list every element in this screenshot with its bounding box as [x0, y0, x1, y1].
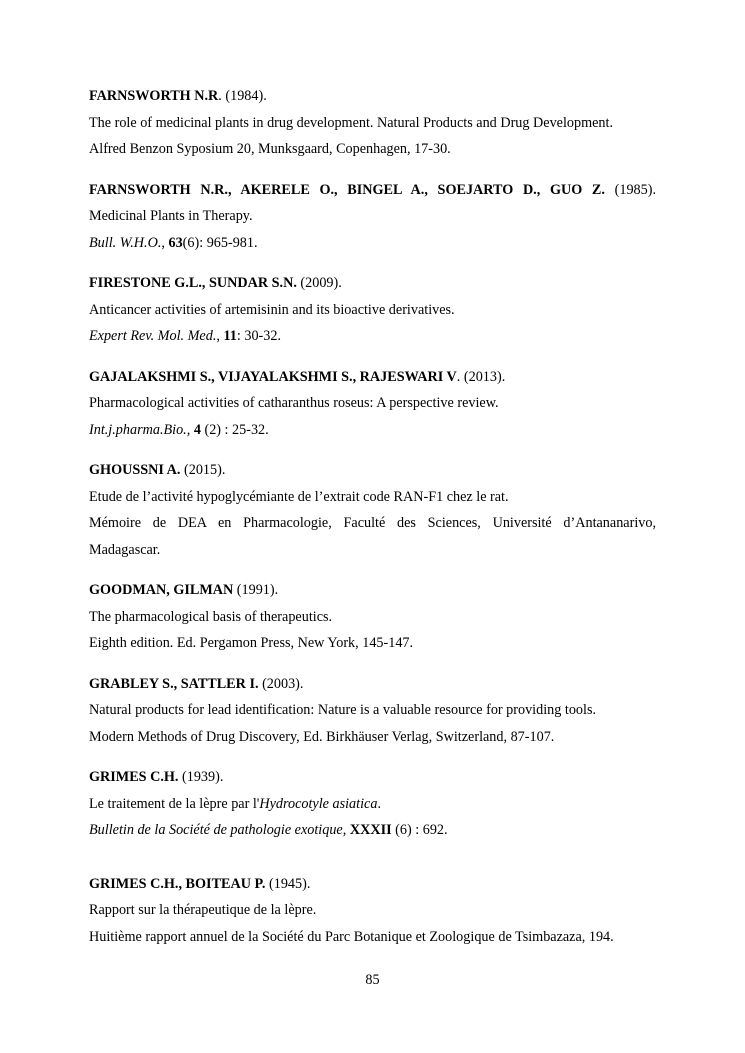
- reference-year: (2009).: [296, 275, 342, 291]
- reference-title-species: Hydrocotyle asiatica: [259, 795, 378, 812]
- reference-header: [89, 671, 656, 698]
- reference-header: [89, 83, 656, 110]
- reference-entry: [89, 457, 656, 563]
- reference-source: Alfred Benzon Syposium 20, Munksgaard, Copenhagen, 17-30.: [89, 141, 451, 157]
- reference-volume: 11: [223, 328, 237, 344]
- reference-volume: XXXII: [349, 822, 392, 838]
- reference-source: [89, 323, 656, 350]
- reference-source: Huitième rapport annuel de la Société du Parc Botanique et Zoologique de Tsimbazaza, 194.: [89, 928, 614, 945]
- reference-authors: GRIMES C.H., BOITEAU P.: [89, 875, 266, 892]
- reference-pages: (2) : 25-32.: [200, 421, 269, 438]
- reference-separator: ,: [342, 822, 350, 838]
- reference-year: (1945).: [265, 875, 311, 892]
- reference-year: (2015).: [180, 462, 226, 478]
- reference-title-suffix: .: [377, 795, 381, 812]
- reference-authors: GHOUSSNI A.: [89, 462, 181, 478]
- reference-header: [89, 457, 656, 484]
- reference-year: (1939).: [178, 769, 224, 785]
- reference-source: Modern Methods of Drug Discovery, Ed. Birkhäuser Verlag, Switzerland, 87-107.: [89, 728, 555, 745]
- reference-volume: 4: [193, 421, 201, 438]
- reference-pages: (6): 965-981.: [182, 234, 258, 251]
- reference-pages: : 30-32.: [236, 328, 282, 344]
- reference-year: . (1984).: [218, 88, 267, 104]
- reference-separator: ,: [216, 328, 224, 344]
- reference-entry: [89, 577, 656, 657]
- reference-header: [89, 364, 656, 391]
- reference-source: [89, 417, 656, 444]
- reference-journal: Bull. W.H.O.: [89, 234, 162, 251]
- reference-entry: [89, 671, 656, 751]
- reference-source-continued: Madagascar.: [89, 541, 161, 558]
- reference-entry: [89, 177, 656, 257]
- reference-authors: FARNSWORTH N.R., AKERELE O., BINGEL A., SOEJARTO D., GUO Z.: [89, 181, 605, 198]
- reference-header: [89, 270, 656, 297]
- reference-volume: 63: [168, 234, 183, 251]
- reference-header: [89, 577, 656, 604]
- reference-authors: FIRESTONE G.L., SUNDAR S.N.: [89, 275, 297, 291]
- reference-year: (2003).: [258, 675, 304, 692]
- reference-title: The pharmacological basis of therapeutics.: [89, 608, 333, 625]
- reference-entry: [89, 83, 656, 163]
- reference-header: [89, 177, 656, 204]
- reference-source: Mémoire de DEA en Pharmacologie, Faculté des Sciences, Université d’Antananarivo,: [89, 515, 656, 531]
- reference-entry: [89, 764, 656, 844]
- reference-authors: GAJALAKSHMI S., VIJAYALAKSHMI S., RAJESWARI V: [89, 368, 457, 385]
- reference-header: [89, 764, 656, 791]
- reference-year: . (2013).: [456, 368, 506, 385]
- reference-title-prefix: Le traitement de la lèpre par l': [89, 795, 260, 812]
- reference-title: The role of medicinal plants in drug development. Natural Products and Drug Development.: [89, 114, 614, 131]
- reference-title: Etude de l’activité hypoglycémiante de l’extrait code RAN-F1 chez le rat.: [89, 488, 509, 505]
- reference-title: [89, 791, 656, 818]
- reference-authors: FARNSWORTH N.R: [89, 88, 219, 104]
- reference-entry: [89, 364, 656, 444]
- reference-pages: (6) : 692.: [391, 822, 448, 838]
- reference-title: Pharmacological activities of catharanthus roseus: A perspective review.: [89, 395, 499, 411]
- reference-header: [89, 871, 656, 898]
- reference-list: [89, 83, 656, 950]
- reference-authors: GRABLEY S., SATTLER I.: [89, 675, 259, 692]
- reference-separator: ,: [161, 234, 169, 251]
- reference-authors: GOODMAN, GILMAN: [89, 582, 234, 598]
- reference-title: Anticancer activities of artemisinin and its bioactive derivatives.: [89, 301, 455, 318]
- reference-journal: Int.j.pharma.Bio.,: [89, 421, 191, 438]
- reference-title: Natural products for lead identification: Nature is a valuable resource for providing tools.: [89, 702, 597, 718]
- reference-entry: [89, 871, 656, 951]
- reference-year: (1985).: [614, 181, 656, 198]
- page-number: 85: [365, 972, 380, 988]
- reference-title: Rapport sur la thérapeutique de la lèpre.: [89, 902, 317, 918]
- reference-source: [89, 230, 656, 257]
- reference-entry: [89, 270, 656, 350]
- reference-journal: Expert Rev. Mol. Med.: [89, 328, 217, 344]
- reference-authors: GRIMES C.H.: [89, 769, 179, 785]
- reference-year: (1991).: [233, 582, 279, 598]
- reference-journal: Bulletin de la Société de pathologie exotique: [89, 822, 343, 838]
- reference-source: [89, 817, 656, 844]
- reference-source: Eighth edition. Ed. Pergamon Press, New York, 145-147.: [89, 635, 414, 651]
- reference-title: Medicinal Plants in Therapy.: [89, 208, 253, 224]
